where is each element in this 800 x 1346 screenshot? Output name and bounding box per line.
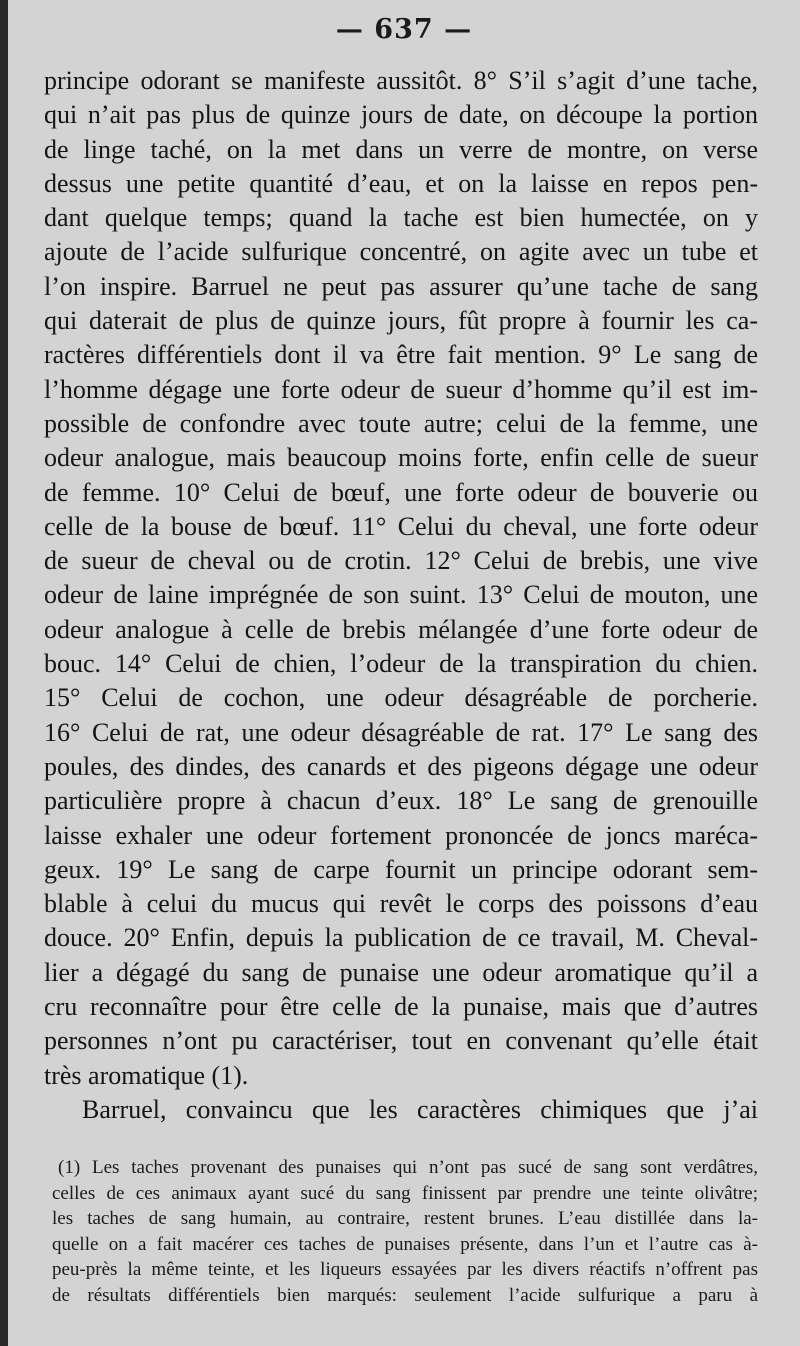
footnote [52, 1155, 758, 1308]
text-line: douce. 20° Enfin, depuis la publication de ce travail, M. Cheval- [44, 923, 758, 953]
text-line: 16° Celui de rat, une odeur désagréable de rat. 17° Le sang des [44, 717, 758, 747]
book-page [8, 0, 800, 1346]
text-line: geux. 19° Le sang de carpe fournit un principe odorant sem- [44, 854, 758, 884]
main-text [44, 64, 758, 1127]
text-line: lier a dégagé du sang de punaise une odeur aromatique qu’il a [44, 957, 758, 987]
text-line: odeur analogue à celle de brebis mélangée d’une forte odeur de [44, 614, 758, 644]
text-line: possible de confondre avec toute autre; celui de la femme, une [44, 408, 758, 438]
text-line: ajoute de l’acide sulfurique concentré, on agite avec un tube et [44, 237, 758, 267]
text-line: personnes n’ont pu caractériser, tout en convenant qu’elle était [44, 1026, 758, 1056]
text-line: principe odorant se manifeste aussitôt. 8° S’il s’agit d’une tache, [44, 66, 758, 95]
text-line: qui n’ait pas plus de quinze jours de date, on découpe la portion [44, 100, 758, 130]
text-line: l’homme dégage une forte odeur de sueur d’homme qu’il est im- [44, 374, 758, 404]
text-line: ractères différentiels dont il va être fait mention. 9° Le sang de [44, 340, 758, 370]
footnote-line: celles de ces animaux ayant sucé du sang finissent par prendre une teinte olivâtre; [52, 1182, 758, 1204]
text-line: de linge taché, on la met dans un verre de montre, on verse [44, 134, 758, 164]
footnote-line: les taches de sang humain, au contraire, restent brunes. L’eau distillée dans la- [52, 1208, 758, 1229]
text-line: celle de la bouse de bœuf. 11° Celui du cheval, une forte odeur [44, 511, 758, 541]
text-line: bouc. 14° Celui de chien, l’odeur de la transpiration du chien. [44, 649, 758, 679]
paragraph-end-line: très aromatique (1). [44, 1060, 249, 1090]
paragraph-start-line: Barruel, convaincu que les caractères chimiques que j’ai [82, 1094, 758, 1124]
footnote-line: quelle on a fait macérer ces taches de punaises présente, dans l’un et l’autre cas à- [52, 1233, 758, 1255]
text-line: 15° Celui de cochon, une odeur désagréable de porcherie. [44, 683, 758, 713]
text-line: l’on inspire. Barruel ne peut pas assurer qu’une tache de sang [44, 271, 758, 301]
text-line: dant quelque temps; quand la tache est bien humectée, on y [44, 203, 758, 233]
text-line: poules, des dindes, des canards et des pigeons dégage une odeur [44, 751, 758, 781]
text-line: de sueur de cheval ou de crotin. 12° Celui de brebis, une vive [44, 546, 758, 576]
page-number: — 637 — [335, 14, 473, 45]
text-line: particulière propre à chacun d’eux. 18° Le sang de grenouille [44, 786, 758, 816]
text-line: qui daterait de plus de quinze jours, fût propre à fournir les ca- [44, 306, 758, 336]
text-line: de femme. 10° Celui de bœuf, une forte odeur de bouverie ou [44, 477, 758, 507]
footnote-line: (1) Les taches provenant des punaises qui n’ont pas sucé de sang sont verdâtres, [58, 1157, 758, 1178]
text-line: blable à celui du mucus qui revêt le corps des poissons d’eau [44, 889, 758, 919]
text-line: laisse exhaler une odeur fortement prononcée de joncs maréca- [44, 820, 758, 850]
text-line: dessus une petite quantité d’eau, et on la laisse en repos pen- [44, 168, 758, 198]
text-line: odeur analogue, mais beaucoup moins forte, enfin celle de sueur [44, 443, 758, 473]
footnote-line: peu-près la même teinte, et les liqueurs essayées par les divers réactifs n’offrent pas [52, 1259, 758, 1280]
footnote-line: de résultats différentiels bien marqués: seulement l’acide sulfurique a paru à [52, 1284, 758, 1306]
text-line: odeur de laine imprégnée de son suint. 13° Celui de mouton, une [44, 580, 758, 610]
text-line: cru reconnaître pour être celle de la punaise, mais que d’autres [44, 992, 758, 1022]
